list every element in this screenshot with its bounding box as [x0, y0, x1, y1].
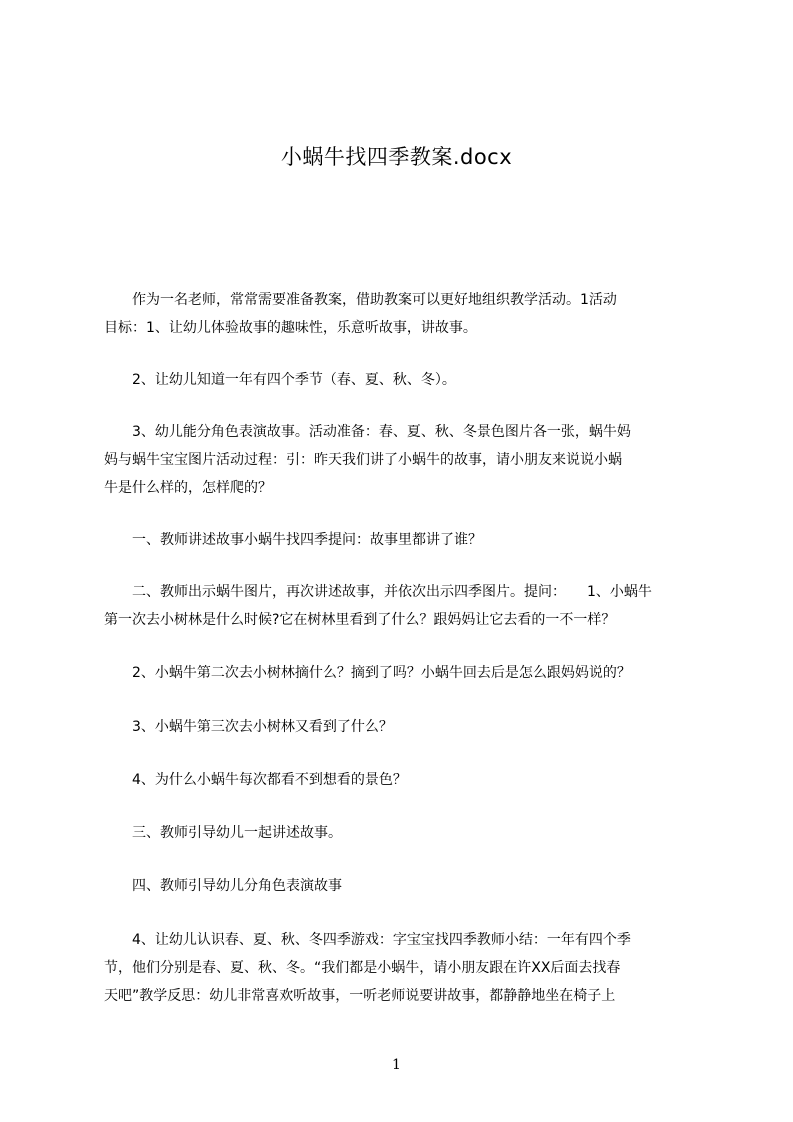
- paragraph-line: 4、让幼儿认识春、夏、秋、冬四季游戏：字宝宝找四季教师小结：一年有四个季: [104, 932, 631, 948]
- paragraph-intro: [104, 286, 708, 342]
- paragraph-line: 二、教师出示蜗牛图片，再次讲述故事，并依次出示四季图片。提问： 1、小蜗牛: [104, 584, 652, 600]
- paragraph-line: 作为一名老师，常常需要准备教案，借助教案可以更好地组织教学活动。1活动: [104, 292, 617, 308]
- paragraph-goal-3: [104, 418, 708, 502]
- paragraph-line: 天吧”教学反思：幼儿非常喜欢听故事，一听老师说要讲故事，都静静地坐在椅子上: [104, 988, 616, 1004]
- paragraph-line: 3、幼儿能分角色表演故事。活动准备：春、夏、秋、冬景色图片各一张，蜗牛妈: [104, 424, 631, 440]
- paragraph-question-4: [104, 766, 708, 794]
- paragraph-step-2: [104, 578, 708, 634]
- paragraph-line: 妈与蜗牛宝宝图片活动过程：引：昨天我们讲了小蜗牛的故事，请小朋友来说说小蜗: [104, 452, 622, 468]
- paragraph-line: 4、为什么小蜗牛每次都看不到想看的景色？: [104, 772, 407, 788]
- paragraph-goal-4: [104, 926, 708, 1010]
- paragraph-line: 节，他们分别是春、夏、秋、冬。“我们都是小蜗牛，请小朋友跟在许XX后面去找春: [104, 960, 621, 976]
- paragraph-step-1: [104, 526, 708, 554]
- paragraph-question-3: [104, 713, 708, 741]
- paragraph-step-4: [104, 872, 708, 900]
- paragraph-line: 第一次去小树林是什么时候?它在树林里看到了什么？跟妈妈让它去看的一不一样？: [104, 612, 616, 628]
- paragraph-question-2: [104, 659, 708, 687]
- paragraph-line: 牛是什么样的，怎样爬的？: [104, 480, 272, 496]
- paragraph-line: 2、小蜗牛第二次去小树林摘什么？摘到了吗？小蜗牛回去后是怎么跟妈妈说的？: [104, 665, 631, 681]
- paragraph-goal-2: [104, 366, 708, 394]
- paragraph-line: 2、让幼儿知道一年有四个季节（春、夏、秋、冬）。: [104, 372, 456, 388]
- document-title: 小蜗牛找四季教案.docx: [280, 145, 513, 169]
- page-number: 1: [392, 1057, 401, 1073]
- paragraph-line: 一、教师讲述故事小蜗牛找四季提问：故事里都讲了谁？: [104, 532, 482, 548]
- paragraph-line: 3、小蜗牛第三次去小树林又看到了什么？: [104, 719, 393, 735]
- paragraph-line: 四、教师引导幼儿分角色表演故事: [104, 878, 342, 894]
- paragraph-step-3: [104, 819, 708, 847]
- paragraph-line: 目标：1、让幼儿体验故事的趣味性，乐意听故事，讲故事。: [104, 320, 477, 336]
- paragraph-line: 三、教师引导幼儿一起讲述故事。: [104, 825, 342, 841]
